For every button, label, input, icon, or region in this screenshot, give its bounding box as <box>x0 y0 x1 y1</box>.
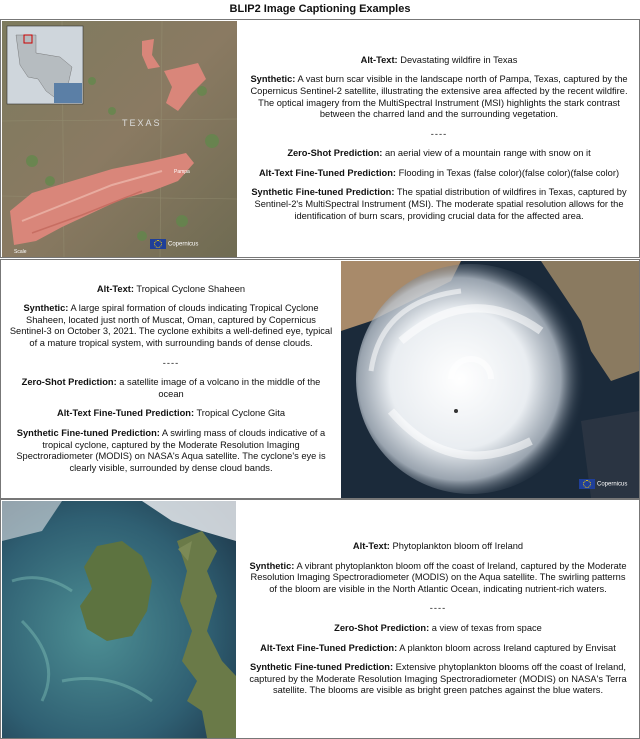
caption-block-texas <box>239 20 639 257</box>
pampa-label: Pampa <box>174 169 190 175</box>
cyclone-satellite-picture <box>341 261 639 498</box>
eu-flag-icon <box>579 479 595 489</box>
copernicus-badge <box>150 239 198 249</box>
alt-text-line: Alt-Text: Tropical Cyclone Shaheen <box>96 283 246 294</box>
eu-flag-icon <box>150 239 166 249</box>
synthetic-line: Synthetic: A large spiral formation of clouds indicating Tropical Cyclone Shaheen, located just north of Muscat, Oman, captured by Copernicus Sentinel-3 on October 3, 2021. The cyclone exhibits a well-defined eye, typical of a mature tropical system, with surrounding bands of dense clouds. <box>9 303 333 349</box>
alt-text-fine-tuned-line: Alt-Text Fine-Tuned Prediction: Flooding in Texas (false color)(false color)(false color) <box>258 167 620 178</box>
texas-wildfire-image <box>2 21 237 257</box>
example-row-texas <box>0 19 640 258</box>
separator: ---- <box>162 357 180 368</box>
separator: ---- <box>430 128 448 139</box>
example-row-cyclone <box>0 259 640 499</box>
caption-block-ireland <box>237 500 639 738</box>
synthetic-line: Synthetic: A vast burn scar visible in the landscape north of Pampa, Texas, captured by the Copernicus Sentinel-2 satellite, illustrating the extensive area affected by the recent wildfire. The optical imagery from the MultiSpectral Instrument (MSI) highlights the stark contrast between the charred land and the surrounding vegetation. <box>250 74 628 120</box>
texas-region-label: TEXAS <box>122 118 162 128</box>
copernicus-logo-text: Copernicus <box>597 481 628 488</box>
zero-shot-line: Zero-Shot Prediction: an aerial view of a mountain range with snow on it <box>287 148 591 159</box>
scale-label: Scale <box>14 249 27 255</box>
page-title: BLIP2 Image Captioning Examples <box>229 3 411 15</box>
ireland-bloom-image <box>2 501 236 738</box>
alt-text-line: Alt-Text: Devastating wildfire in Texas <box>360 54 518 65</box>
zero-shot-line: Zero-Shot Prediction: a view of texas from space <box>334 623 542 633</box>
example-row-ireland <box>0 499 640 739</box>
alt-text-line: Alt-Text: Phytoplankton bloom off Ireland <box>352 541 524 552</box>
alt-text-fine-tuned-line: Alt-Text Fine-Tuned Prediction: Tropical Cyclone Gita <box>57 408 285 419</box>
copernicus-badge <box>579 479 627 489</box>
cyclone-image <box>341 261 639 498</box>
ireland-satellite-picture <box>2 501 236 738</box>
synthetic-line: Synthetic: A vibrant phytoplankton bloom off the coast of Ireland, captured by the Moderate Resolution Imaging Spectroradiometer (MODIS) on the Aqua satellite. The swirling patterns of the bloom are visible in the North Atlantic Ocean, indicating nutrient-rich waters. <box>249 560 627 594</box>
synthetic-fine-tuned-line: Synthetic Fine-tuned Prediction: Extensive phytoplankton blooms off the coast of Ireland, captured by the Moderate Resolution Imaging Spectroradiometer (MODIS) on NASA's Terra satellite. The blooms are visible as bright green patches against the blue waters. <box>249 662 627 696</box>
separator: ---- <box>429 603 447 614</box>
alt-text-fine-tuned-line: Alt-Text Fine-Tuned Prediction: A plankton bloom across Ireland captured by Envisat <box>260 642 616 653</box>
zero-shot-line: Zero-Shot Prediction: a satellite image of a volcano in the middle of the ocean <box>21 377 321 399</box>
caption-block-cyclone <box>1 260 341 498</box>
synthetic-fine-tuned-line: Synthetic Fine-tuned Prediction: A swirling mass of clouds indicative of a tropical cyclone, captured by the Moderate Resolution Imaging Spectroradiometer (MODIS) on NASA's Aqua satellite. The cyclone's eye is clearly visible, surrounded by dense cloud bands. <box>16 427 326 473</box>
texas-satellite-picture <box>2 21 237 257</box>
copernicus-logo-text: Copernicus <box>168 241 199 248</box>
synthetic-fine-tuned-line: Synthetic Fine-tuned Prediction: The spatial distribution of wildfires in Texas, captured by Sentinel-2's MultiSpectral Instrument (MSI). The moderate spatial resolution allows for the identification of burn scars, providing crucial data for the affected area. <box>251 187 627 221</box>
